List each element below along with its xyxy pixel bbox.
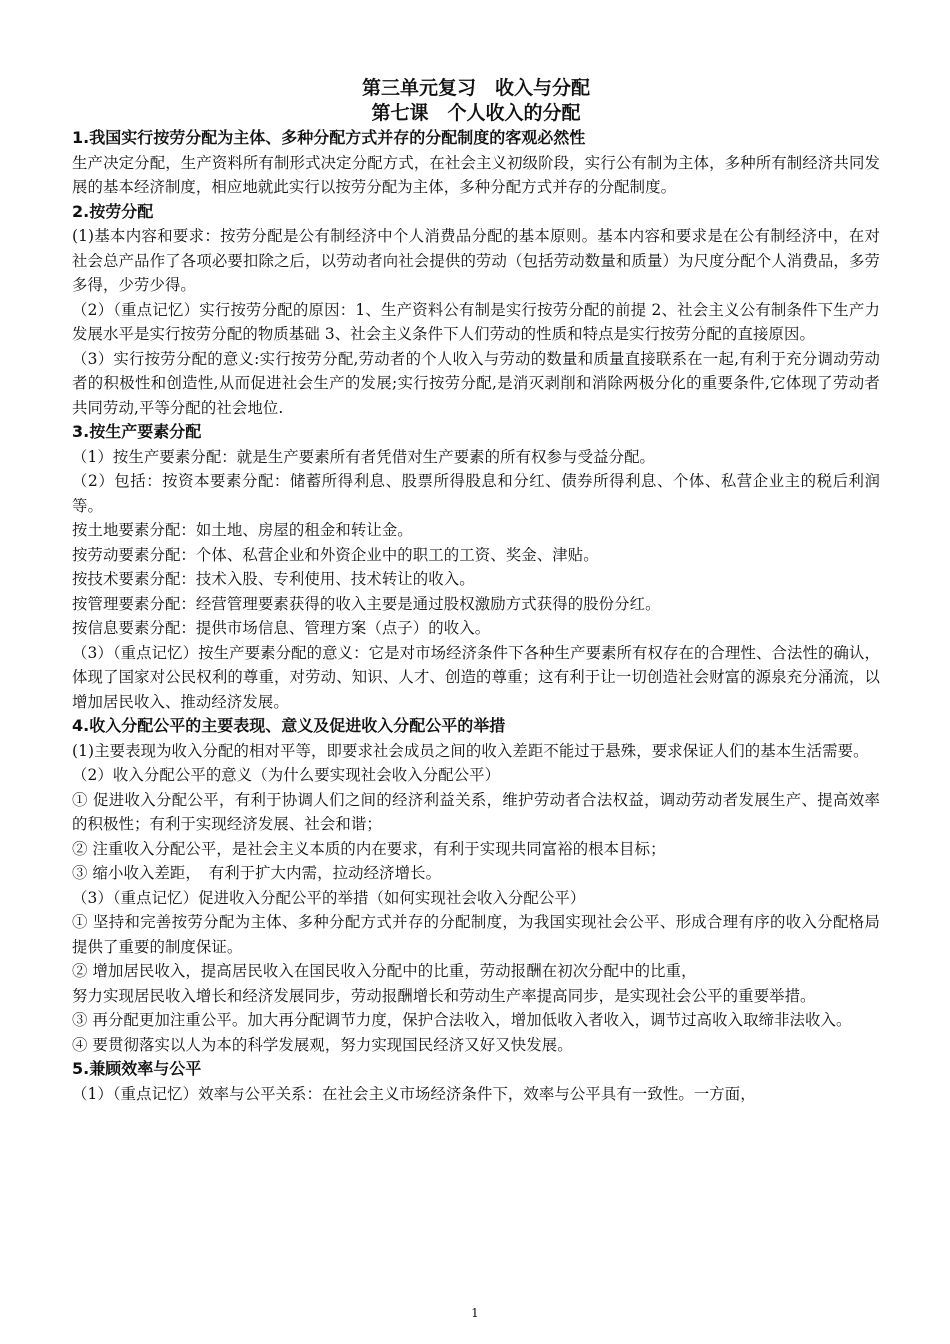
- page-number: 1: [471, 1306, 479, 1320]
- section-4-heading: 4.收入分配公平的主要表现、意义及促进收入分配公平的举措: [72, 716, 506, 735]
- section-3-paragraph-3: 按土地要素分配：如土地、房屋的租金和转让金。: [72, 521, 413, 539]
- section-3-paragraph-6: 按管理要素分配：经营管理要素获得的收入主要是通过股权激励方式获得的股份分红。: [72, 594, 661, 613]
- section-3-paragraph-4: 按劳动要素分配：个体、私营企业和外资企业中的职工的工资、奖金、津贴。: [72, 545, 599, 564]
- section-2-paragraph-3: （3）实行按劳分配的意义:实行按劳分配,劳动者的个人收入与劳动的数量和质量直接联系在一起,有利于充分调动劳动者的积极性和创造性,从而促进社会生产的发展;实行按劳分配,是消灭剥削和消除两极分化的重要条件,它体现了劳动者共同劳动,平等分配的社会地位.: [72, 349, 880, 417]
- section-3-paragraph-1: （1）按生产要素分配：就是生产要素所有者凭借对生产要素的所有权参与受益分配。: [72, 447, 656, 466]
- section-4-paragraph-4: ② 注重收入分配公平，是社会主义本质的内在要求，有利于实现共同富裕的根本目标；: [72, 839, 666, 858]
- section-4-paragraph-6: （3）（重点记忆）促进收入分配公平的举措（如何实现社会收入分配公平）: [72, 888, 586, 907]
- section-1-heading: 1.我国实行按劳分配为主体、多种分配方式并存的分配制度的客观必然性: [72, 128, 586, 147]
- section-3-heading: 3.按生产要素分配: [72, 422, 202, 441]
- section-4-paragraph-11: ④ 要贯彻落实以人为本的科学发展观，努力实现国民经济又好又快发展。: [72, 1035, 573, 1054]
- section-5-paragraph-1: （1）（重点记忆）效率与公平关系：在社会主义市场经济条件下，效率与公平具有一致性。一方面，: [72, 1084, 756, 1103]
- section-4-paragraph-8: ② 增加居民收入，提高居民收入在国民收入分配中的比重，劳动报酬在初次分配中的比重，: [72, 962, 697, 980]
- section-1-paragraph: 生产决定分配，生产资料所有制形式决定分配方式，在社会主义初级阶段，实行公有制为主体，多种所有制经济共同发展的基本经济制度，相应地就此实行以按劳分配为主体，多种分配方式并存的分配制度。: [72, 153, 880, 196]
- section-4-paragraph-1: (1)主要表现为收入分配的相对平等，即要求社会成员之间的收入差距不能过于悬殊，要求保证人们的基本生活需要。: [72, 741, 869, 760]
- section-5-heading: 5.兼顾效率与公平: [72, 1059, 202, 1078]
- unit-title: 第三单元复习 收入与分配: [361, 77, 590, 99]
- section-4-paragraph-9: 努力实现居民收入增长和经济发展同步，劳动报酬增长和劳动生产率提高同步，是实现社会公平的重要举措。: [72, 986, 816, 1005]
- section-2-heading: 2.按劳分配: [72, 201, 154, 221]
- section-4-paragraph-2: （2）收入分配公平的意义（为什么要实现社会收入分配公平）: [72, 766, 501, 784]
- lesson-title: 第七课 个人收入的分配: [371, 102, 581, 124]
- section-2-paragraph-1: (1)基本内容和要求：按劳分配是公有制经济中个人消费品分配的基本原则。基本内容和要求是在公有制经济中，在对社会总产品作了各项必要扣除之后，以劳动者向社会提供的劳动（包括劳动数量和质量）为尺度分配个人消费品，多劳多得，少劳少得。: [72, 227, 880, 294]
- document-page: [72, 76, 880, 1106]
- section-3-paragraph-7: 按信息要素分配：提供市场信息、管理方案（点子）的收入。: [72, 619, 491, 637]
- section-3-paragraph-2: （2）包括：按资本要素分配：储蓄所得利息、股票所得股息和分红、债券所得利息、个体、私营企业主的税后利润等。: [72, 472, 880, 515]
- section-4-paragraph-3: ① 促进收入分配公平，有利于协调人们之间的经济利益关系，维护劳动者合法权益，调动劳动者发展生产、提高效率的积极性；有利于实现经济发展、社会和谐；: [72, 790, 880, 833]
- section-4-paragraph-10: ③ 再分配更加注重公平。加大再分配调节力度，保护合法收入，增加低收入者收入，调节过高收入取缔非法收入。: [72, 1011, 852, 1029]
- section-4-paragraph-5: ③ 缩小收入差距， 有利于扩大内需，拉动经济增长。: [72, 864, 442, 882]
- section-4-paragraph-7: ① 坚持和完善按劳分配为主体、多种分配方式并存的分配制度，为我国实现社会公平、形成合理有序的收入分配格局提供了重要的制度保证。: [72, 913, 880, 956]
- section-3-paragraph-5: 按技术要素分配：技术入股、专利使用、技术转让的收入。: [72, 570, 475, 588]
- section-3-paragraph-8: （3）（重点记忆）按生产要素分配的意义：它是对市场经济条件下各种生产要素所有权存在的合理性、合法性的确认，体现了国家对公民权利的尊重，对劳动、知识、人才、创造的尊重；这有利于让一切创造社会财富的源泉充分涌流，以增加居民收入、推动经济发展。: [72, 643, 880, 711]
- section-2-paragraph-2: （2）（重点记忆）实行按劳分配的原因：1、生产资料公有制是实行按劳分配的前提 2、社会主义公有制条件下生产力发展水平是实行按劳分配的物质基础 3、社会主义条件下人们劳动的性质和特点是实行按劳分配的直接原因。: [72, 300, 880, 343]
